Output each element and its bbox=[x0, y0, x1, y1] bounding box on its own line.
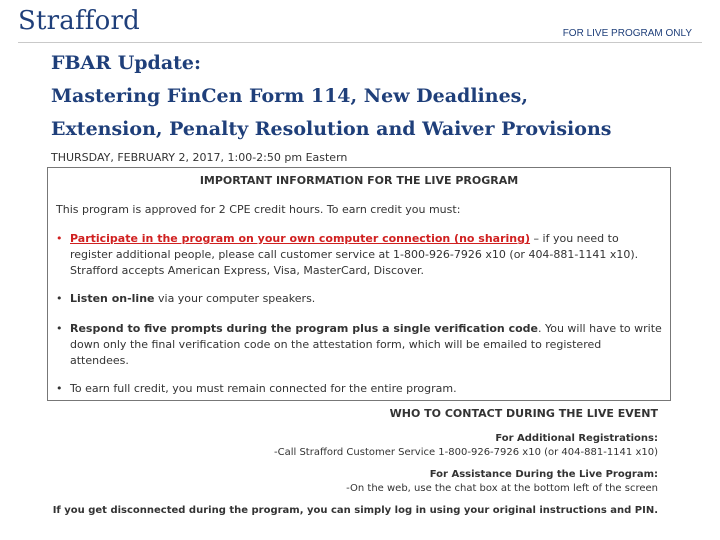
assistance-text: -On the web, use the chat box at the bottom left of the screen bbox=[346, 483, 658, 494]
bullet-dot: • bbox=[56, 382, 63, 395]
important-info-box bbox=[47, 167, 671, 401]
respond-text: . You will have to write down only the final verification code on the attestation form, which will be emailed to registered attendees. bbox=[70, 322, 662, 367]
bullet-listen bbox=[56, 291, 662, 307]
info-box-heading: IMPORTANT INFORMATION FOR THE LIVE PROGRAM bbox=[199, 174, 519, 187]
full-credit-text: To earn full credit, you must remain connected for the entire program. bbox=[70, 382, 457, 395]
participate-link[interactable]: Participate in the program on your own computer connection (no sharing) bbox=[70, 232, 531, 245]
assistance-label: For Assistance During the Live Program: bbox=[429, 469, 658, 480]
disconnect-note: If you get disconnected during the program, you can simply log in using your original instructions and PIN. bbox=[52, 505, 658, 516]
registrations-text: -Call Strafford Customer Service 1-800-926-7926 x10 (or 404-881-1141 x10) bbox=[273, 447, 658, 458]
bullet-full-credit bbox=[56, 381, 662, 397]
program-date: THURSDAY, FEBRUARY 2, 2017, 1:00-2:50 pm Eastern bbox=[51, 151, 348, 164]
bullet-dot: • bbox=[56, 322, 63, 335]
listen-bold: Listen on-line bbox=[70, 292, 155, 305]
title-line-2: Mastering FinCen Form 114, New Deadlines, bbox=[51, 85, 528, 107]
title-line-1: FBAR Update: bbox=[51, 52, 202, 74]
header-divider bbox=[18, 42, 702, 43]
credit-intro: This program is approved for 2 CPE credit hours. To earn credit you must: bbox=[56, 203, 461, 216]
participate-text: – if you need to register additional people, please call customer service at 1-800-926-7926 x10 (or 404-881-1141 x10). Strafford accepts American Express, Visa, MasterCard, Discover. bbox=[70, 232, 639, 277]
bullet-dot: • bbox=[56, 292, 63, 305]
bullet-respond bbox=[56, 321, 662, 369]
bullet-dot: • bbox=[56, 232, 63, 245]
contact-heading: WHO TO CONTACT DURING THE LIVE EVENT bbox=[389, 407, 658, 420]
registrations-label: For Additional Registrations: bbox=[495, 433, 658, 444]
respond-bold: Respond to five prompts during the program plus a single verification code bbox=[70, 322, 538, 335]
strafford-logo: Strafford bbox=[18, 6, 140, 36]
listen-text: via your computer speakers. bbox=[154, 292, 316, 305]
live-program-only-label: FOR LIVE PROGRAM ONLY bbox=[562, 28, 692, 39]
bullet-participate bbox=[56, 231, 662, 279]
title-line-3: Extension, Penalty Resolution and Waiver Provisions bbox=[51, 118, 612, 140]
